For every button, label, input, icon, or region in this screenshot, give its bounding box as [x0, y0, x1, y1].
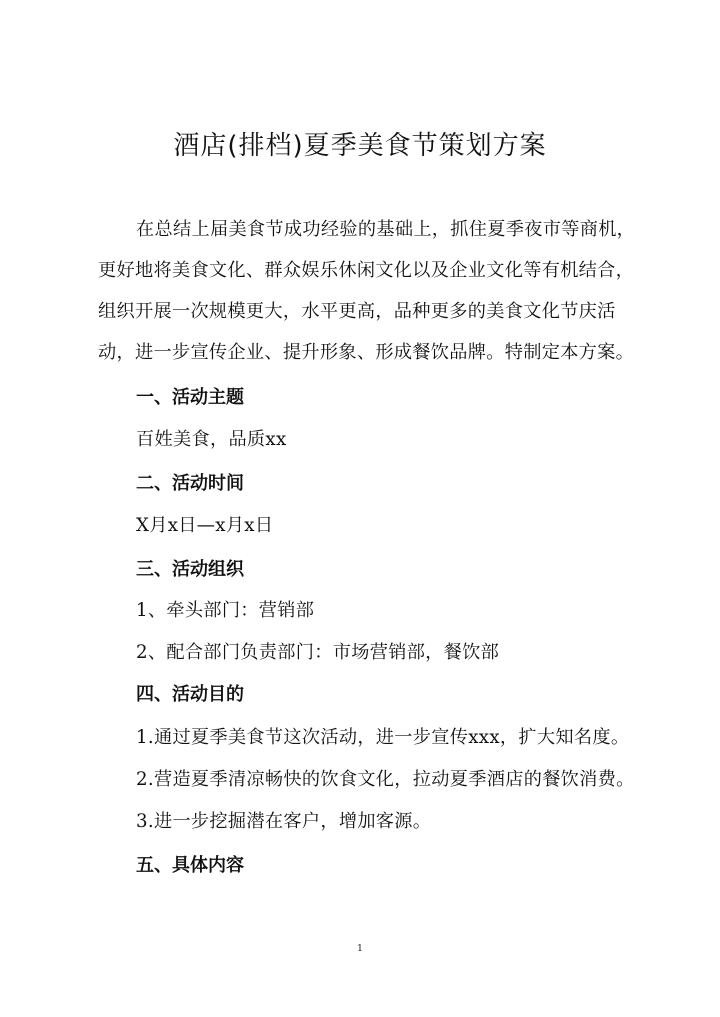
organization-item-2: 2、配合部门负责部门：市场营销部，餐饮部	[136, 642, 500, 663]
section-heading-theme: 一、活动主题	[136, 387, 244, 408]
purpose-item-2: 2.营造夏季清凉畅快的饮食文化，拉动夏季酒店的餐饮消费。	[136, 769, 635, 790]
page-number: 1	[357, 944, 363, 954]
organization-item-1: 1、牵头部门：营销部	[136, 600, 315, 621]
section-heading-content: 五、具体内容	[136, 855, 244, 876]
intro-line-3: 组织开展一次规模更大，水平更高，品种更多的美食文化节庆活	[98, 301, 616, 322]
document-title: 酒店(排档)夏季美食节策划方案	[173, 131, 547, 161]
purpose-item-1: 1.通过夏季美食节这次活动，进一步宣传xxx，扩大知名度。	[136, 727, 630, 748]
intro-line-2: 更好地将美食文化、群众娱乐休闲文化以及企业文化等有机结合，	[98, 260, 635, 281]
time-content: X月x日—x月x日	[136, 515, 274, 536]
intro-line-1: 在总结上届美食节成功经验的基础上，抓住夏季夜市等商机，	[136, 219, 636, 240]
section-heading-time: 二、活动时间	[136, 473, 244, 494]
section-heading-organization: 三、活动组织	[136, 559, 244, 580]
purpose-item-3: 3.进一步挖掘潜在客户，增加客源。	[136, 811, 432, 832]
intro-line-4: 动，进一步宣传企业、提升形象、形成餐饮品牌。特制定本方案。	[98, 342, 635, 363]
section-heading-purpose: 四、活动目的	[136, 684, 244, 705]
theme-content: 百姓美食，品质xx	[136, 429, 287, 450]
